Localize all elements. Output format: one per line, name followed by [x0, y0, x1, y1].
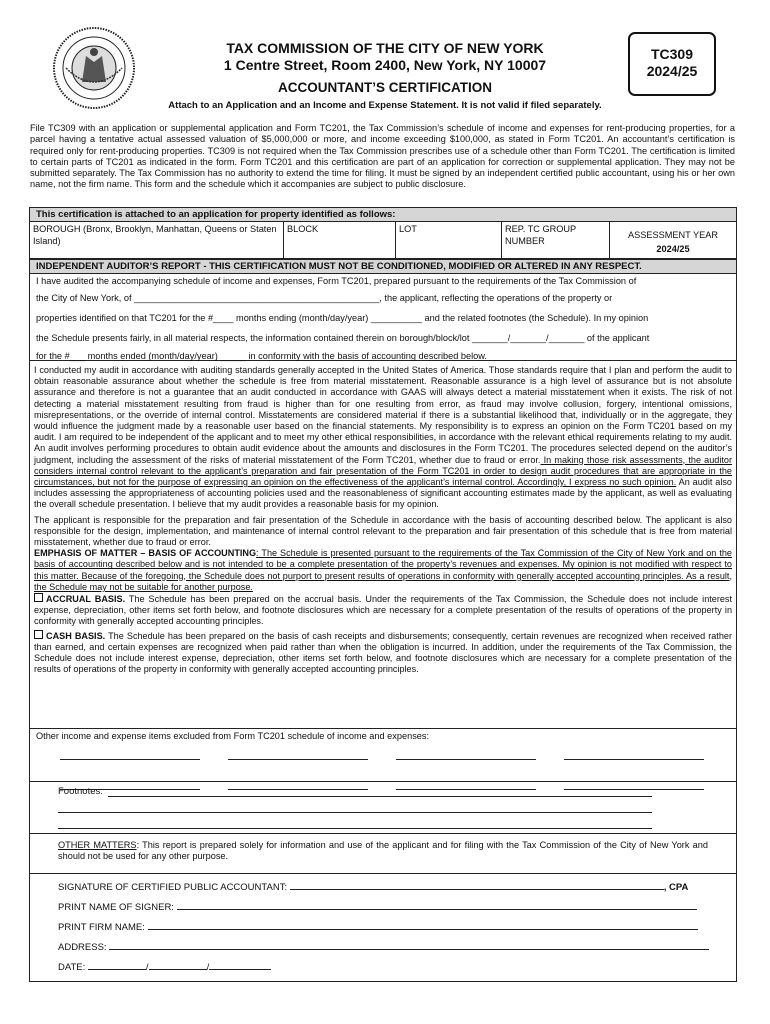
other-matters-label: OTHER MATTERS [58, 840, 137, 850]
nyc-seal-logo [52, 26, 136, 110]
accrual-option [30, 593, 736, 628]
audit-body [29, 361, 737, 729]
property-table [29, 207, 737, 259]
date-day-field[interactable] [149, 960, 207, 970]
audit-text-a: I conducted my audit in accordance with auditing standards generally accepted in the United States of America. Those standards require that I plan and perform the audit to obtain reasonable assurance about whether the schedule is free from material misstatement. Reasonable assurance is a high level of assurance but is not absolute assurance and therefore is not a guarantee that an audit conducted in accordance with GAAS will always detect a material misstatement when it exists. The risk of not detecting a material misstatement resulting from fraud is higher than for one resulting from error, as fraud may involve collusion, forgery, intentional omissions, misrepresentations, or the override of internal control. Misstatements are considered material if there is a substantial likelihood that, individually or in the aggregate, they would influence the judgment made by a reasonable user based on the financial statements. My responsibility is to express an opinion on the Form TC201 based on my audit. I am required to be independent of the applicant and to meet my other ethical responsibilities, in accordance with the relevant ethical requirements relating to my audit. An audit involves performing procedures to obtain audit evidence about the amounts and disclosures in the Form TC201. The procedures selected depend on the auditor’s judgment, including the assessment of the risks of material misstatement of the Form TC201, whether due to fraud or error. [34, 365, 732, 465]
auditor-heading: INDEPENDENT AUDITOR’S REPORT - THIS CERTIFICATION MUST NOT BE CONDITIONED, MODIFIED OR ALTERED IN ANY RESPECT. [30, 260, 736, 274]
assessment-year-label: ASSESSMENT YEAR [627, 230, 719, 240]
other-matters-paragraph [30, 834, 736, 862]
other-item-field[interactable] [228, 750, 368, 760]
address-row [30, 938, 736, 958]
lot-label: LOT [399, 224, 417, 234]
form-year: 2024/25 [646, 63, 698, 79]
audit-text-b: An audit also includes assessing the appropriateness of accounting policies used and the reasonableness of significant accounting estimates made by the applicant, as well as evaluating the overall schedule presentation. I believe that my audit provides a reasonable basis for my opinion. [34, 477, 732, 510]
footnote-line[interactable] [58, 828, 652, 829]
cpa-signature-label: SIGNATURE OF CERTIFIED PUBLIC ACCOUNTANT: [58, 882, 288, 893]
cash-label: CASH BASIS. [46, 630, 106, 641]
date-row: DATE: / / [30, 958, 736, 978]
other-item-field[interactable] [564, 750, 704, 760]
accrual-checkbox[interactable] [34, 593, 43, 602]
responsibility-paragraph: The applicant is responsible for the preparation and fair presentation of the Schedule in accordance with the basis of accounting described below. The applicant is also responsible for the design, implementation, and maintenance of internal control relevant to the preparation and fair presentation of this schedule that is free from material misstatement, whether due to fraud or error. [34, 514, 732, 548]
property-heading: This certification is attached to an application for property identified as follows: [30, 208, 736, 222]
lot-field[interactable] [396, 222, 502, 262]
attach-note: Attach to an Application and an Income and Expense Statement. It is not valid if filed separately. [168, 100, 602, 111]
cpa-signature-field[interactable] [290, 880, 664, 890]
audit-paragraph [30, 361, 736, 511]
signer-name-label: PRINT NAME OF SIGNER: [58, 902, 174, 913]
borough-label: BOROUGH (Bronx, Brooklyn, Manhattan, Queens or Staten Island) [33, 224, 277, 246]
other-item-field[interactable] [60, 750, 200, 760]
firm-name-row [30, 918, 736, 938]
intro-paragraph: File TC309 with an application or supplemental application and Form TC201, the Tax Commission’s schedule of income and expenses for rent-producing properties, for a parcel having a tentative actual assessed valuation of $5,000,000 or more, and income exceeding $100,000, as stated in Form TC201. An accountant’s certification is required only for rent-producing properties. TC309 is not required when the Tax Commission prescribes use of a schedule other than Form TC201. The certification is limited to certain parts of TC201 as indicated in the form. Form TC201 and this certification are part of an application for correction or supplemental application. They may not be submitted separately. The Tax Commission has no authority to extend the time for filing. It must be signed by an independent certified public accountant, using his or her own name, not the firm name. This form and the schedule which it accompanies are subject to public disclosure. [30, 123, 735, 190]
block-field[interactable] [284, 222, 396, 262]
footnote-line[interactable] [108, 796, 652, 797]
accrual-text: The Schedule has been prepared on the accrual basis. Under the requirements of the Tax Commission, the Schedule does not include interest expense, depreciation, other items set forth below, and footnote disclosures which are necessary for a complete presentation of the results of operations of the property in conformity with generally accepted accounting principles. [34, 594, 732, 627]
assessment-year-cell [610, 222, 736, 262]
other-matters-section [29, 834, 737, 874]
group-label: REP. TC GROUP NUMBER [505, 224, 576, 246]
commission-address: 1 Centre Street, Room 2400, New York, NY 10007 [223, 57, 547, 73]
signer-name-row [30, 898, 736, 918]
signer-name-field[interactable] [177, 900, 697, 910]
footnotes-section [29, 782, 737, 834]
page-header [150, 40, 620, 95]
address-label: ADDRESS: [58, 942, 107, 953]
auditor-report [29, 259, 737, 361]
other-items-section [29, 729, 737, 782]
date-year-field[interactable] [209, 960, 271, 970]
assessment-year-value: 2024/25 [656, 243, 690, 254]
footnotes-label: Footnotes: [58, 786, 103, 797]
auditor-line-4[interactable]: the Schedule presents fairly, in all material respects, the information contained therein on borough/block/lot _______/_______/_______ of the applicant [36, 333, 650, 343]
other-item-field[interactable] [396, 750, 536, 760]
block-label: BLOCK [287, 224, 319, 234]
other-items-label: Other income and expense items excluded from Form TC201 schedule of income and expenses: [36, 731, 430, 741]
emphasis-label: EMPHASIS OF MATTER – BASIS OF ACCOUNTING [34, 548, 257, 559]
cash-text: The Schedule has been prepared on the basis of cash receipts and disbursements; consequently, certain revenues are recognized when received rather than earned, and certain expenses are recognized when paid rather than when the obligation is incurred. In addition, under the requirements of the Tax Commission, the Schedule does not include interest expense, depreciation, other items set forth below, and footnote disclosures which are necessary for a complete presentation of the results of operations of the property in conformity with generally accepted accounting principles. [34, 630, 732, 675]
auditor-line-2[interactable]: the City of New York, of ________________________________________________, the applicant, reflecting the operations of the property or [36, 293, 613, 303]
firm-name-field[interactable] [148, 920, 698, 930]
auditor-line-3[interactable]: properties identified on that TC201 for the #____ months ending (month/day/year) __________ and the related footnotes (the Schedule). In my opinion [36, 313, 649, 323]
address-field[interactable] [109, 940, 709, 950]
audit-text-underlined: In making those risk assessments, the auditor considers internal control relevant to the applicant’s preparation and fair presentation of the Form TC201 in order to design audit procedures that are appropriate in the circumstances, but not for the purpose of expressing an opinion on the effectiveness of the applicant’s internal control. Accordingly, I express no such opinion. [34, 454, 732, 488]
form-number: TC309 [650, 46, 694, 62]
date-month-field[interactable] [88, 960, 146, 970]
emphasis-paragraph [30, 548, 736, 593]
accrual-label: ACCRUAL BASIS. [46, 594, 126, 605]
auditor-line-5[interactable]: for the #___ months ended (month/day/year) _____ in conformity with the basis of accounting described below. [36, 351, 487, 361]
other-matters-text: : This report is prepared solely for information and use of the applicant and for filing with the Tax Commission of the City of New York and should not be used for any other purpose. [58, 840, 708, 862]
cpa-suffix: , CPA [663, 882, 689, 893]
date-label: DATE: [58, 962, 86, 973]
cpa-signature-row [30, 878, 736, 898]
auditor-line-1: I have audited the accompanying schedule of income and expenses, Form TC201, prepared pursuant to the requirements of the Tax Commission of [36, 276, 637, 286]
form-id-box [628, 32, 716, 96]
cash-option [30, 630, 736, 676]
page-title: ACCOUNTANT’S CERTIFICATION [278, 80, 492, 95]
footnote-line[interactable] [58, 812, 652, 813]
signature-block [29, 874, 737, 982]
firm-name-label: PRINT FIRM NAME: [58, 922, 145, 933]
group-number-field[interactable] [502, 222, 610, 262]
borough-field[interactable] [30, 222, 284, 262]
emphasis-text: : The Schedule is presented pursuant to the requirements of the Tax Commission of the City of New York and on the basis of accounting described below and is not intended to be a complete presentation of the property’s revenues and expenses. My opinion is not modified with respect to this matter. Because of the foregoing, the Schedule does not purport to present results of operations in conformity with generally accepted accounting principles. As a result, the Schedule may not be suitable for another purpose. [34, 548, 732, 592]
commission-name: TAX COMMISSION OF THE CITY OF NEW YORK [226, 40, 544, 56]
cash-checkbox[interactable] [34, 630, 43, 639]
